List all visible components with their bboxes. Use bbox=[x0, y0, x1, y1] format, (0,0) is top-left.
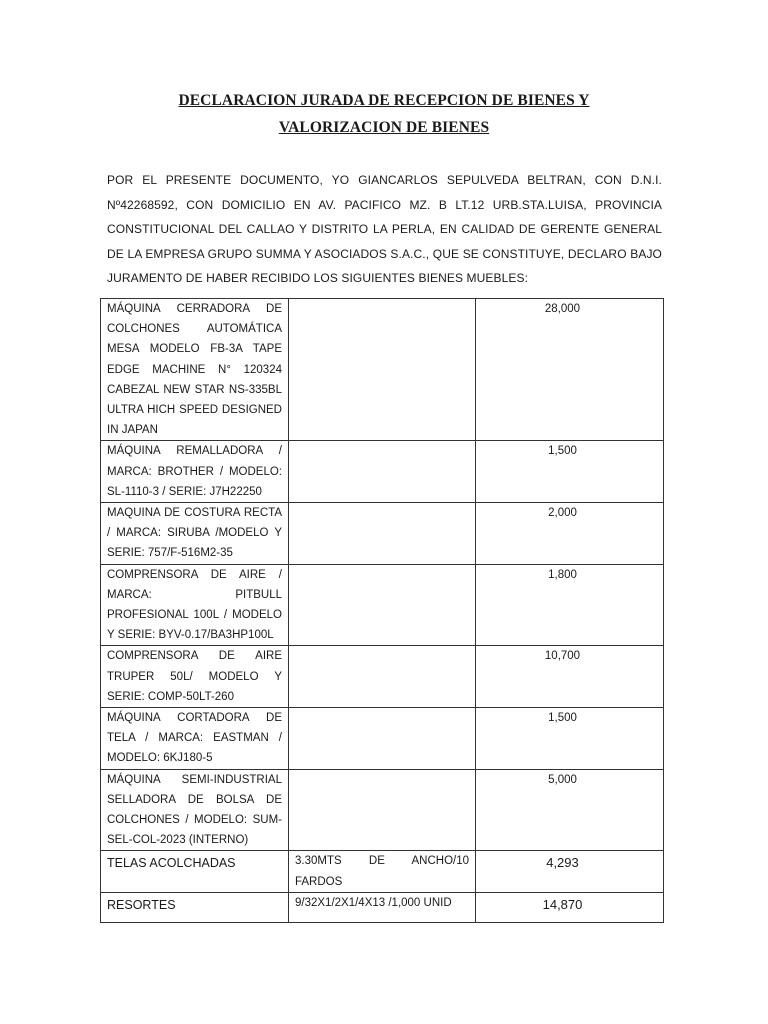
item-value: 28,000 bbox=[476, 299, 664, 441]
item-description: MÁQUINA SEMI-INDUSTRIAL SELLADORA DE BOLSA DE COLCHONES / MODELO: SUM-SEL-COL-2023 (INTERNO) bbox=[101, 769, 289, 851]
item-description: TELAS ACOLCHADAS bbox=[101, 851, 289, 892]
item-description: MÁQUINA CERRADORA DE COLCHONES AUTOMÁTICA MESA MODELO FB-3A TAPE EDGE MACHINE N° 120324 CABEZAL NEW STAR NS-335BL ULTRA HICH SPEED DESIGNED IN JAPAN bbox=[101, 299, 289, 441]
item-value: 1,800 bbox=[476, 564, 664, 646]
table-row bbox=[101, 851, 664, 892]
table-row bbox=[101, 299, 664, 441]
table-row bbox=[101, 441, 664, 503]
declaration-paragraph: POR EL PRESENTE DOCUMENTO, YO GIANCARLOS SEPULVEDA BELTRAN, CON D.N.I. Nº42268592, CON DOMICILIO EN AV. PACIFICO MZ. B LT.12 URB.STA.LUISA, PROVINCIA CONSTITUCIONAL DEL CALLAO Y DISTRITO LA PERLA, EN CALIDAD DE GERENTE GENERAL DE LA EMPRESA GRUPO SUMMA Y ASOCIADOS S.A.C., QUE SE CONSTITUYE, DECLARO BAJO JURAMENTO DE HABER RECIBIDO LOS SIGUIENTES BIENES MUEBLES: bbox=[107, 173, 662, 285]
item-value: 1,500 bbox=[476, 708, 664, 770]
item-description: COMPRENSORA DE AIRE TRUPER 50L/ MODELO Y SERIE: COMP-50LT-260 bbox=[101, 646, 289, 708]
item-description: RESORTES bbox=[101, 892, 289, 922]
item-spec bbox=[289, 564, 476, 646]
goods-table bbox=[100, 298, 664, 923]
item-description: MÁQUINA REMALLADORA / MARCA: BROTHER / MODELO: SL-1110-3 / SERIE: J7H22250 bbox=[101, 441, 289, 503]
item-spec: 3.30MTS DE ANCHO/10 FARDOS bbox=[289, 851, 476, 892]
item-spec: 9/32X1/2X1/4X13 /1,000 UNID bbox=[289, 892, 476, 922]
item-description: MAQUINA DE COSTURA RECTA / MARCA: SIRUBA /MODELO Y SERIE: 757/F-516M2-35 bbox=[101, 503, 289, 565]
table-row bbox=[101, 769, 664, 851]
item-spec bbox=[289, 646, 476, 708]
item-spec bbox=[289, 769, 476, 851]
item-value: 5,000 bbox=[476, 769, 664, 851]
item-description: COMPRENSORA DE AIRE / MARCA: PITBULL PROFESIONAL 100L / MODELO Y SERIE: BYV-0.17/BA3HP100L bbox=[101, 564, 289, 646]
item-spec bbox=[289, 299, 476, 441]
item-value: 4,293 bbox=[476, 851, 664, 892]
table-row bbox=[101, 646, 664, 708]
table-row bbox=[101, 503, 664, 565]
item-description: MÁQUINA CORTADORA DE TELA / MARCA: EASTMAN / MODELO: 6KJ180-5 bbox=[101, 708, 289, 770]
table-row bbox=[101, 892, 664, 922]
document-title-line-1: DECLARACION JURADA DE RECEPCION DE BIENES Y bbox=[178, 92, 590, 109]
table-row bbox=[101, 708, 664, 770]
table-row bbox=[101, 564, 664, 646]
item-value: 2,000 bbox=[476, 503, 664, 565]
item-value: 1,500 bbox=[476, 441, 664, 503]
item-spec bbox=[289, 708, 476, 770]
document-title-line-2: VALORIZACION DE BIENES bbox=[278, 119, 490, 136]
item-value: 10,700 bbox=[476, 646, 664, 708]
item-value: 14,870 bbox=[476, 892, 664, 922]
item-spec bbox=[289, 441, 476, 503]
item-spec bbox=[289, 503, 476, 565]
